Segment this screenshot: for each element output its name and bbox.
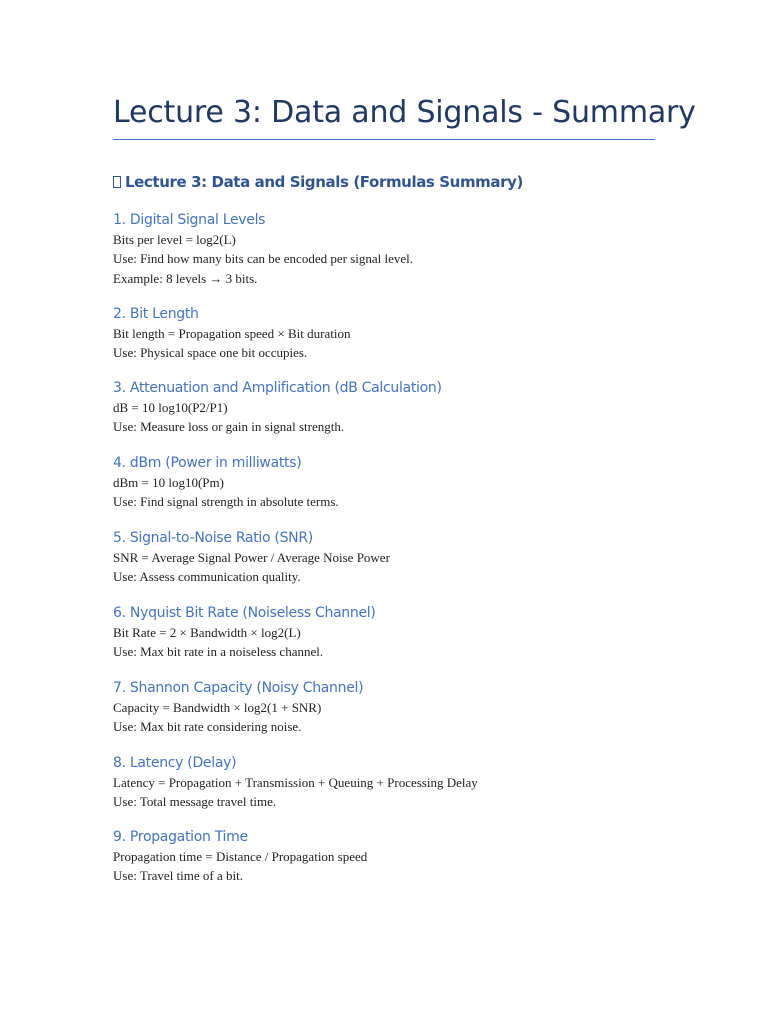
section-heading: 1. Digital Signal Levels bbox=[113, 212, 266, 228]
missing-glyph-icon bbox=[113, 176, 121, 188]
section-heading: 9. Propagation Time bbox=[113, 829, 248, 845]
section-heading: 3. Attenuation and Amplification (dB Calculation) bbox=[113, 380, 442, 396]
section-heading: 4. dBm (Power in milliwatts) bbox=[113, 455, 302, 471]
section-latency bbox=[113, 753, 673, 812]
section-line: Use: Max bit rate considering noise. bbox=[113, 719, 302, 735]
section-line: Use: Assess communication quality. bbox=[113, 569, 301, 585]
section-line: Capacity = Bandwidth × log2(1 + SNR) bbox=[113, 700, 322, 715]
section-line: Example: 8 levels → 3 bits. bbox=[113, 270, 258, 286]
title-underline bbox=[113, 139, 655, 140]
section-line: Use: Physical space one bit occupies. bbox=[113, 345, 308, 361]
section-dbm bbox=[113, 453, 673, 512]
section-attenuation bbox=[113, 378, 673, 437]
section-heading: 8. Latency (Delay) bbox=[113, 755, 237, 771]
section-line: dB = 10 log10(P2/P1) bbox=[113, 400, 228, 415]
section-line: Use: Max bit rate in a noiseless channel. bbox=[113, 644, 324, 660]
section-line: Propagation time = Distance / Propagation speed bbox=[113, 849, 368, 864]
document-title: Lecture 3: Data and Signals - Summary bbox=[113, 95, 696, 130]
section-heading: 5. Signal-to-Noise Ratio (SNR) bbox=[113, 530, 313, 546]
section-line: Use: Total message travel time. bbox=[113, 794, 277, 810]
document-subtitle bbox=[113, 172, 523, 192]
section-heading: 6. Nyquist Bit Rate (Noiseless Channel) bbox=[113, 605, 376, 621]
section-line: Use: Travel time of a bit. bbox=[113, 868, 243, 884]
section-line: SNR = Average Signal Power / Average Noise Power bbox=[113, 550, 390, 565]
section-nyquist bbox=[113, 603, 673, 662]
section-line: dBm = 10 log10(Pm) bbox=[113, 475, 224, 490]
subtitle-text: Lecture 3: Data and Signals (Formulas Summary) bbox=[125, 173, 523, 191]
section-propagation-time bbox=[113, 827, 673, 886]
section-line: Bit length = Propagation speed × Bit duration bbox=[113, 326, 351, 341]
section-line: Latency = Propagation + Transmission + Queuing + Processing Delay bbox=[113, 775, 478, 790]
section-bit-length bbox=[113, 304, 673, 363]
section-line: Bit Rate = 2 × Bandwidth × log2(L) bbox=[113, 625, 301, 640]
section-snr bbox=[113, 528, 673, 587]
section-shannon bbox=[113, 678, 673, 737]
section-line: Use: Find how many bits can be encoded per signal level. bbox=[113, 251, 414, 267]
section-line: Bits per level = log2(L) bbox=[113, 232, 236, 247]
section-line: Use: Measure loss or gain in signal strength. bbox=[113, 419, 345, 435]
section-digital-signal-levels bbox=[113, 210, 673, 288]
section-heading: 7. Shannon Capacity (Noisy Channel) bbox=[113, 680, 364, 696]
section-line: Use: Find signal strength in absolute terms. bbox=[113, 494, 339, 510]
section-heading: 2. Bit Length bbox=[113, 306, 199, 322]
